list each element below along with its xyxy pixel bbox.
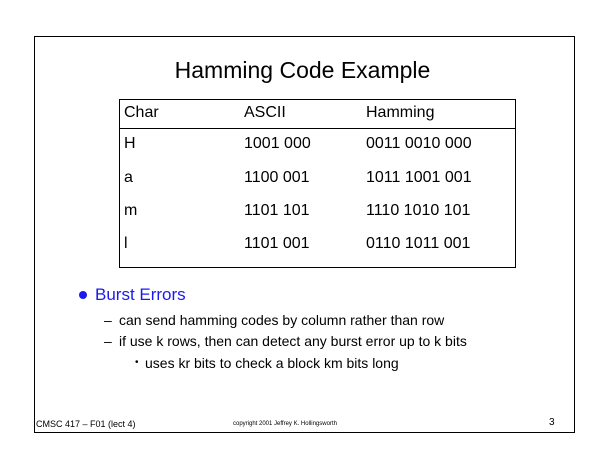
footer-course: CMSC 417 – F01 (lect 4): [36, 419, 136, 429]
table-cell: 1100 001: [244, 169, 310, 186]
table-cell: 1011 1001 001: [366, 169, 472, 186]
sub-sub-bullet: uses kr bits to check a block km bits long: [145, 355, 399, 371]
table-cell: a: [124, 169, 133, 186]
footer-copyright: copyright 2001 Jeffrey K. Hollingsworth: [233, 421, 337, 427]
table-cell: 1110 1010 101: [366, 202, 471, 219]
bullet-dot-icon: [79, 291, 87, 299]
table-cell: 1101 101: [244, 202, 310, 219]
hamming-table: [119, 99, 516, 268]
header-hamming: Hamming: [366, 104, 435, 121]
table-cell: 1001 000: [244, 135, 311, 152]
sub-bullet-1: can send hamming codes by column rather than row: [119, 312, 445, 328]
dash-icon: –: [104, 312, 112, 328]
bullet-heading: Burst Errors: [95, 285, 186, 304]
table-cell: 0011 0010 000: [366, 135, 472, 152]
small-dot-icon: •: [135, 357, 139, 368]
slide-title: Hamming Code Example: [174, 57, 431, 83]
sub-bullet-2: if use k rows, then can detect any burst error up to k bits: [119, 333, 467, 349]
header-char: Char: [124, 104, 159, 121]
table-header-row: [120, 100, 515, 129]
header-ascii: ASCII: [244, 104, 286, 121]
table-cell: H: [124, 135, 136, 152]
table-cell: 1101 001: [244, 235, 310, 252]
table-cell: l: [124, 235, 128, 252]
table-cell: 0110 1011 001: [366, 235, 471, 252]
dash-icon: –: [104, 333, 112, 349]
page-number: 3: [549, 417, 555, 428]
table-cell: m: [124, 202, 138, 219]
